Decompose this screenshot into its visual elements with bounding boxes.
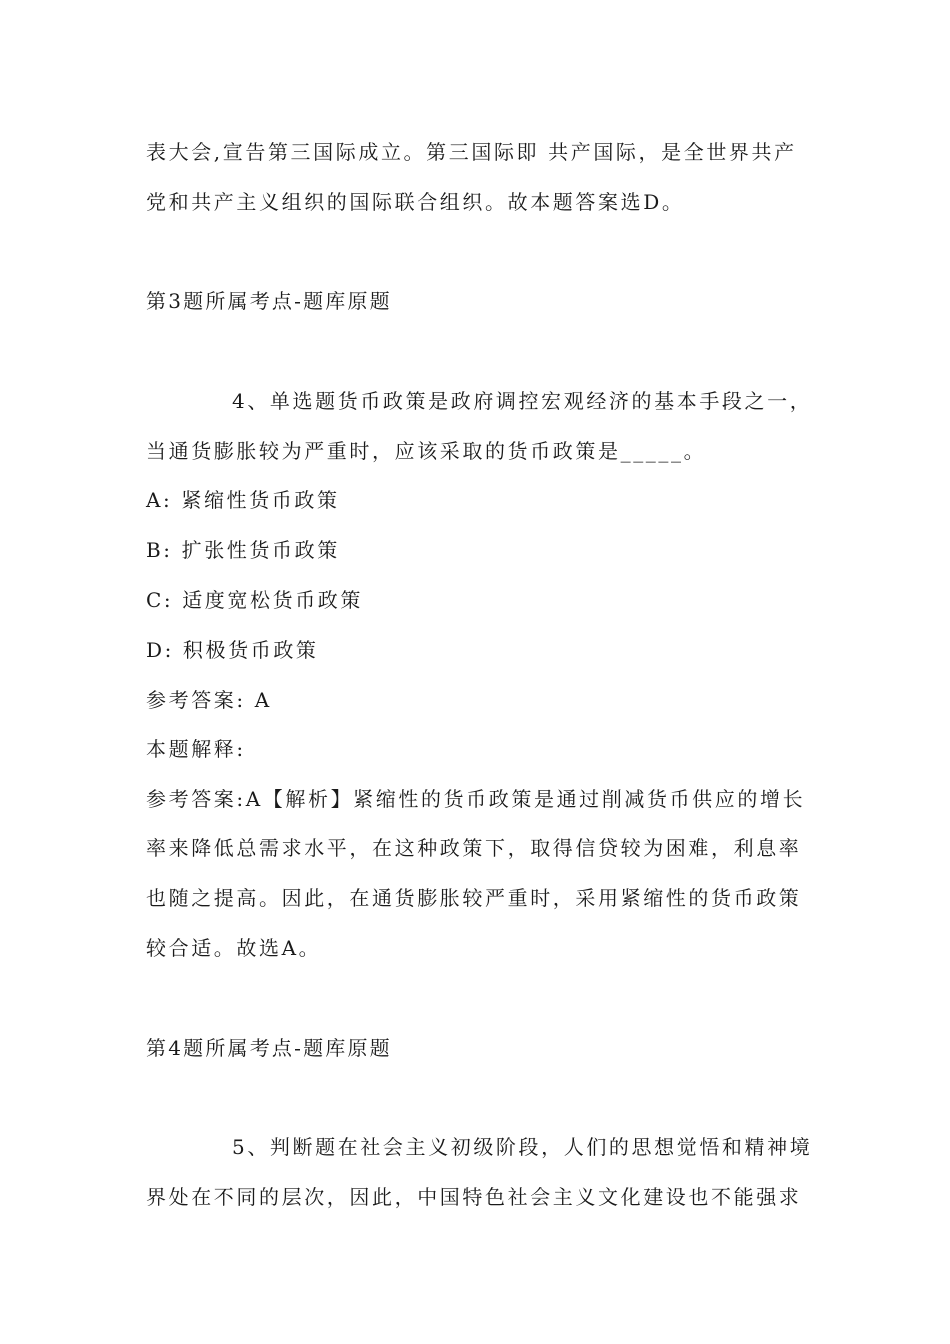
q4-explanation-label: 本题解释: <box>146 737 246 761</box>
q5-stem-line-1: 5、判断题在社会主义初级阶段，人们的思想觉悟和精神境 <box>232 1135 813 1159</box>
q5-stem-line-2: 界处在不同的层次，因此，中国特色社会主义文化建设也不能强求 <box>146 1185 802 1209</box>
q4-option-c: C: 适度宽松货币政策 <box>146 588 363 612</box>
q4-topic-footer: 第4题所属考点-题库原题 <box>146 1036 392 1060</box>
q4-stem-line-1: 4、单选题货币政策是政府调控宏观经济的基本手段之一， <box>232 389 813 413</box>
q4-explanation-line-4: 较合适。故选A。 <box>146 936 322 960</box>
q3-topic-footer: 第3题所属考点-题库原题 <box>146 289 392 313</box>
q4-explanation-line-2: 率来降低总需求水平，在这种政策下，取得信贷较为困难，利息率 <box>146 836 802 860</box>
prev-paragraph-line-1: 表大会,宣告第三国际成立。第三国际即 共产国际，是全世界共产 <box>146 140 797 164</box>
q4-option-b: B: 扩张性货币政策 <box>146 538 340 562</box>
prev-paragraph-line-2: 党和共产主义组织的国际联合组织。故本题答案选D。 <box>146 190 685 214</box>
q4-explanation-line-1: 参考答案:A【解析】紧缩性的货币政策是通过削减货币供应的增长 <box>146 787 806 811</box>
q4-option-d: D: 积极货币政策 <box>146 638 319 662</box>
q4-explanation-line-3: 也随之提高。因此，在通货膨胀较严重时，采用紧缩性的货币政策 <box>146 886 802 910</box>
q4-answer: 参考答案: A <box>146 688 272 712</box>
q4-option-a: A: 紧缩性货币政策 <box>146 488 340 512</box>
q4-stem-line-2: 当通货膨胀较为严重时，应该采取的货币政策是_____。 <box>146 439 707 463</box>
